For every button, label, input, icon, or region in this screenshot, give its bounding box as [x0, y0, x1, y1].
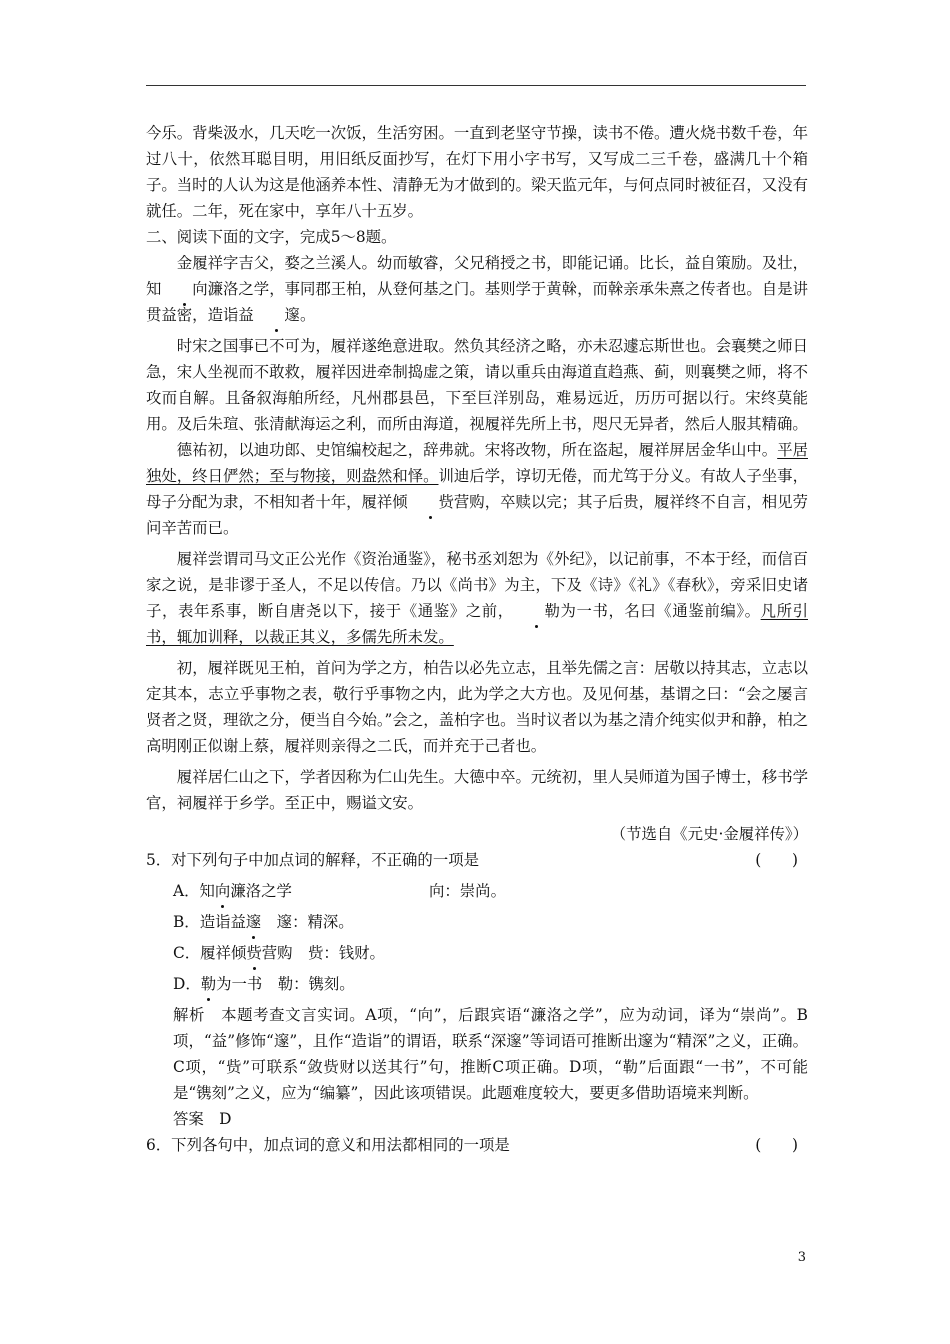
option-b-dotted-word: 邃 [246, 909, 261, 935]
option-c-rest: 营购 [261, 944, 293, 962]
para1-text-a: 金履祥字吉父，婺之兰溪人。幼而敏睿，父兄稍授之书，即能记诵。比长，益自策励。及壮，知 [146, 254, 808, 298]
analysis: 解析 本题考查文言实词。A项，“向”，后跟宾语“濂洛之学”，应为动词，译为“崇尚”。B项，“益”修饰“邃”，且作“造诣”的谓语，联系“深邃”等词语可推断出邃为“精深”之义，正确。C项，“赀”可联系“敛赀财以送其行”句，推断C项正确。D项，“勒”后面跟“一书”，不可能是“镌刻”之义，应为“编纂”，因此该项错误。此题难度较大，要更多借助语境来判断。 [173, 1006, 808, 1102]
option-d-dotted-word: 勒 [201, 971, 216, 997]
option-c-label: C．履祥倾 [173, 944, 247, 962]
option-a [146, 878, 808, 904]
header-rule [146, 85, 806, 86]
question-6-stem: 6．下列各句中，加点词的意义和用法都相同的一项是 [146, 1136, 510, 1154]
para1-text-c: 。 [299, 306, 316, 324]
option-b [146, 909, 808, 935]
answer-bracket: ( ) [755, 1136, 798, 1154]
option-b-gloss: 邃：精深。 [276, 913, 354, 931]
source-citation: （节选自《元史·金履祥传》） [610, 825, 808, 843]
passage-paragraph-6: 履祥居仁山之下，学者因称为仁山先生。大德中卒。元统初，里人吴师道为国子博士，移书学官，祠履祥于乡学。至正中，赐谥文安。 [146, 768, 808, 812]
option-c [146, 940, 808, 966]
page-number: 3 [797, 1250, 806, 1265]
dotted-word-xiang: 向 [161, 276, 207, 302]
passage-paragraph-2: 时宋之国事已不可为，履祥遂绝意进取。然负其经济之略，亦未忍遽忘斯世也。会襄樊之师日急，宋人坐视而不敢救，履祥因进牵制捣虚之策，请以重兵由海道直趋燕、蓟，则襄樊之师，将不攻而自解。且备叙海舶所经，凡州郡县邑，下至巨洋别岛，难易远近，历历可据以行。宋终莫能用。及后朱瑄、张清献海运之利，而所由海道，视履祥先所上书，咫尺无异者，然后人服其精确。 [146, 337, 808, 433]
para1-text-b: 濂洛之学，事同郡王柏，从登何基之门。基则学于黄榦，而榦亲承朱熹之传者也。自是讲贯益密，造诣益 [146, 280, 808, 324]
underlined-sentence-1: 平居独处，终日俨然；至与物接，则盎然和怿。 [146, 441, 808, 485]
section-heading: 二、阅读下面的文字，完成5～8题。 [146, 228, 397, 246]
option-c-dotted-word: 赀 [246, 940, 261, 966]
para4-text-a: 履祥尝谓司马文正公光作《资治通鉴》，秘书丞刘恕为《外纪》，以记前事，不本于经，而信百家之说，是非谬于圣人，不足以传信。乃以《尚书》为主，下及《诗》《礼》《春秋》，旁采旧史诸子，表年系事，断自唐尧以下，接于《通鉴》之前， [146, 550, 808, 620]
underlined-sentence-2: 凡所引书，辄加训释，以裁正其义，多儒先所未发。 [146, 602, 808, 646]
option-a-rest: 濂洛之学 [230, 882, 292, 900]
option-b-label: B．造诣益 [173, 913, 246, 931]
question-5-stem: 5．对下列句子中加点词的解释，不正确的一项是 [146, 851, 479, 869]
passage-paragraph-1 [146, 250, 808, 328]
passage-paragraph-5: 初，履祥既见王柏，首问为学之方，柏告以必先立志，且举先儒之言：居敬以持其志，立志以定其本，志立乎事物之表，敬行乎事物之内，此为学之大方也。及见何基，基谓之曰：“会之屡言贤者之贤，理欲之分，便当自今始。”会之，盖柏字也。当时议者以为基之清介纯实似尹和静，柏之高明刚正似谢上蔡，履祥则亲得之二氏，而并充于己者也。 [146, 659, 808, 755]
question-6 [146, 1132, 808, 1158]
dotted-word-zi: 赀 [408, 489, 454, 515]
answer-bracket: ( ) [755, 851, 798, 869]
para3-text-b: 训迪后学，谆切无倦，而尤笃于分义。有故人子坐事，母子分配为隶，不相知者十年，履祥倾 [146, 467, 808, 511]
top-paragraph: 今乐。背柴汲水，几天吃一次饭，生活穷困。一直到老坚守节操，读书不倦。遭火烧书数千卷，年过八十，依然耳聪目明，用旧纸反面抄写，在灯下用小字书写，又写成二三千卷，盛满几十个箱子。当时的人认为这是他涵养本性、清静无为才做到的。梁天监元年，与何点同时被征召，又没有就任。二年，死在家中，享年八十五岁。 [146, 124, 808, 220]
question-5 [146, 847, 808, 873]
option-a-label: A．知 [173, 882, 215, 900]
passage-paragraph-4 [146, 546, 808, 650]
option-a-dotted-word: 向 [215, 878, 230, 904]
document-body [146, 120, 808, 1158]
answer: 答案 D [173, 1110, 232, 1128]
option-d-gloss: 勒：镌刻。 [277, 975, 355, 993]
option-d-rest: 为一书 [216, 975, 263, 993]
para4-text-b: 为一书，名曰《通鉴前编》。 [559, 602, 761, 620]
option-c-gloss: 赀：钱财。 [307, 944, 385, 962]
passage-paragraph-3 [146, 437, 808, 541]
para3-text-c: 营购，卒赎以完；其子后贵，履祥终不自言，相见劳问辛苦而已。 [146, 493, 808, 537]
para3-text-a: 德祐初，以迪功郎、史馆编校起之，辞弗就。宋将改物，所在盗起，履祥屏居金华山中。 [176, 441, 778, 459]
option-d-label: D． [173, 975, 201, 993]
dotted-word-sui: 邃 [254, 302, 300, 328]
option-a-gloss: 向：崇尚。 [429, 882, 506, 900]
option-d [146, 971, 808, 997]
dotted-word-le: 勒 [514, 598, 560, 624]
